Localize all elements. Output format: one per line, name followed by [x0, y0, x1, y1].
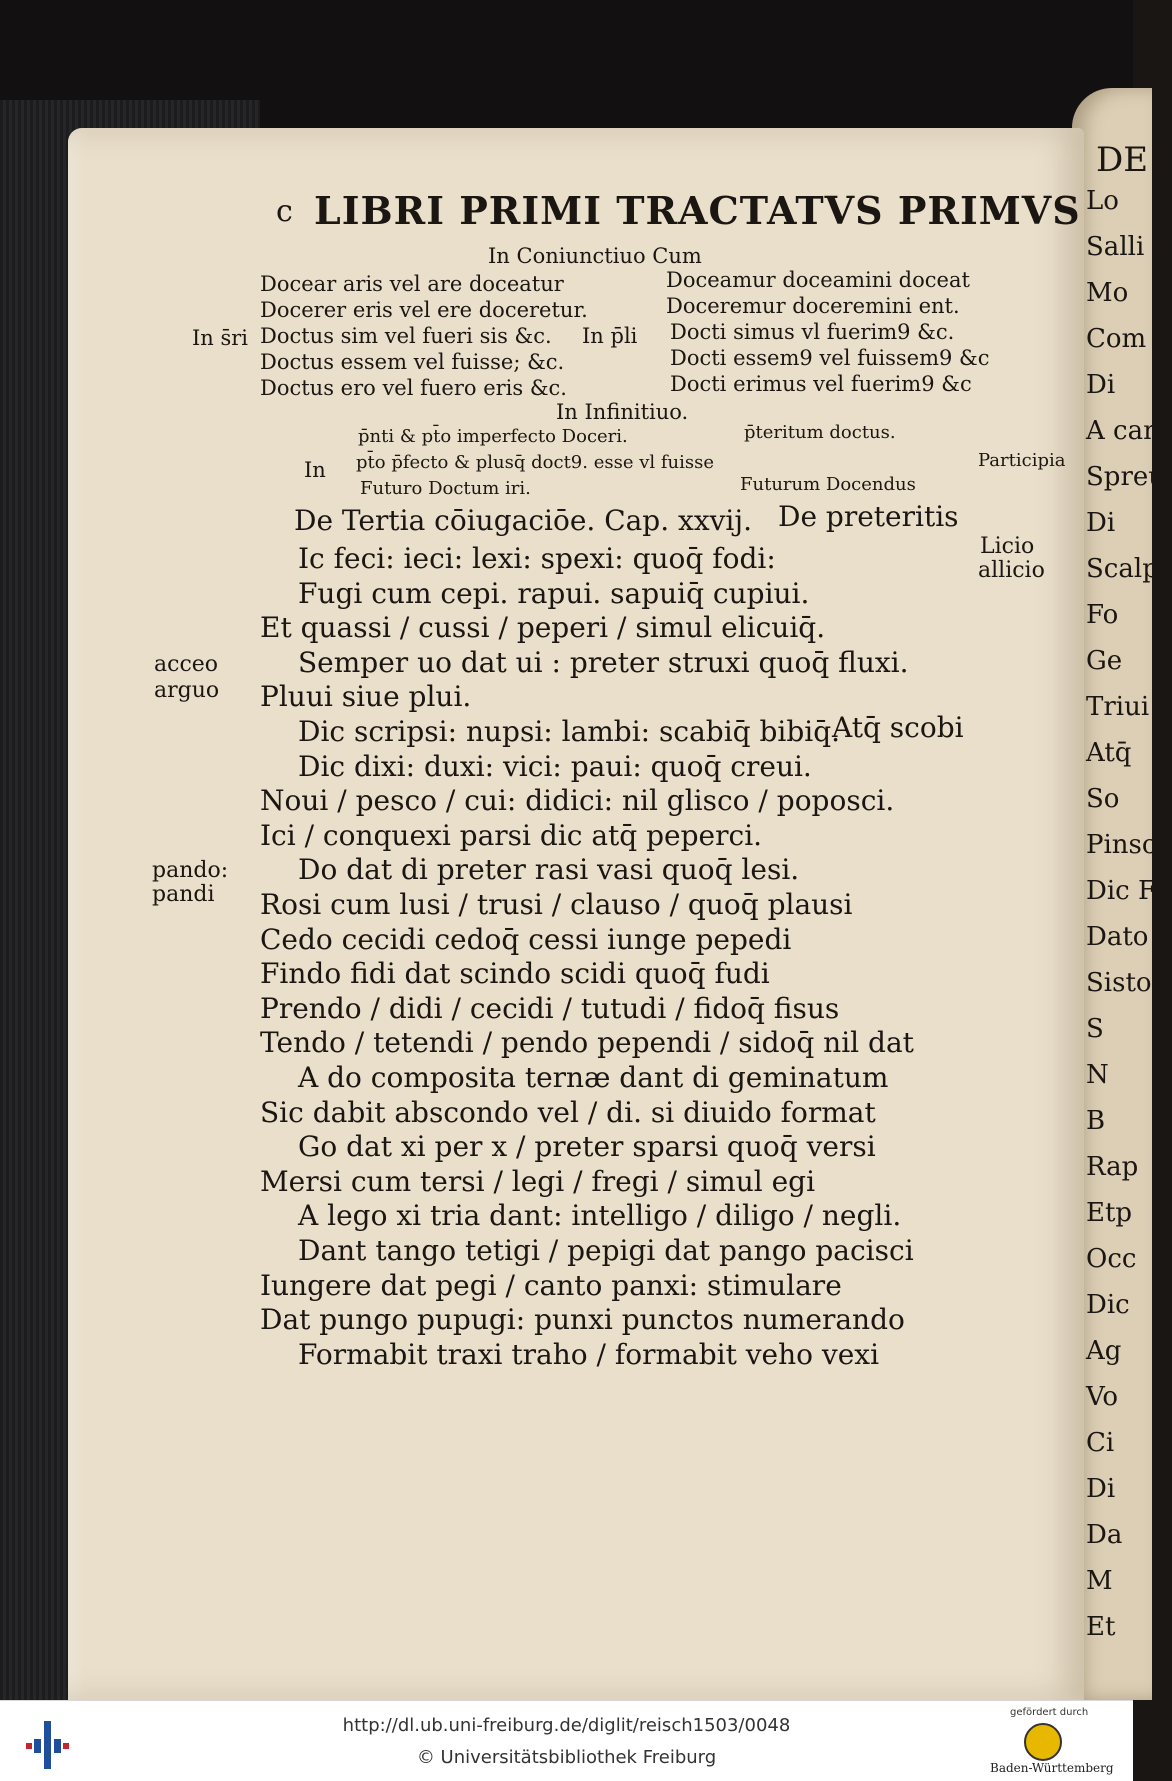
next-page-fragment: Vo: [1086, 1382, 1119, 1412]
infinitive-line-1: pt̄o p̄fecto & plusq̄ doct9. esse vl fuisse: [356, 452, 714, 473]
next-page-fragment: Etp: [1086, 1198, 1133, 1228]
conjunctive-left-2: Doctus sim vel fueri sis &c.: [260, 324, 552, 348]
verse-line: Formabit traxi traho / formabit veho vexi: [298, 1337, 880, 1371]
next-page-fragment: N: [1086, 1060, 1109, 1090]
next-page-fragment: Dic F: [1086, 876, 1157, 906]
chapter-heading-right: De preteritis: [778, 500, 959, 533]
infinitive-heading: In Infinitiuo.: [556, 400, 689, 424]
verse-line: Dic dixi: duxi: vici: paui: quoq̄ creui.: [298, 749, 812, 783]
next-page-fragment: Rap: [1086, 1152, 1139, 1182]
funded-by-text: gefördert durch: [1010, 1707, 1089, 1718]
next-page-fragment: Di: [1086, 1474, 1116, 1504]
next-page-fragment: DE I: [1096, 140, 1172, 180]
next-page-fragment: Di: [1086, 508, 1116, 538]
verse-line: Tendo / tetendi / pendo pependi / sidoq̄ nil dat: [260, 1026, 914, 1060]
next-page-fragment: Di: [1086, 370, 1116, 400]
next-page-fragment: Atq̄: [1086, 738, 1132, 768]
infinitive-line-0: p̄nti & pt̄o imperfecto Doceri.: [358, 426, 628, 447]
chapter-heading: De Tertia cōiugaciōe. Cap. xxvij.: [294, 504, 752, 537]
verse-line: Fugi cum cepi. rapui. sapuiq̄ cupiui.: [298, 576, 810, 610]
verse-line: Pluui siue plui.: [260, 680, 472, 714]
next-page-fragment: Dic: [1086, 1290, 1130, 1320]
next-page-fragment: Pinsc: [1086, 830, 1157, 860]
verse-line: Ic feci: ieci: lexi: spexi: quoq̄ fodi:: [298, 542, 776, 575]
next-page-fragment: Triui: [1086, 692, 1150, 722]
verse-line: A lego xi tria dant: intelligo / diligo / negli.: [298, 1199, 902, 1233]
margin-left-2: pando:: [152, 858, 229, 883]
verse-line: Et quassi / cussi / peperi / simul elicuiq̄.: [260, 611, 826, 645]
next-page-fragment: Ge: [1086, 646, 1123, 676]
next-page-fragment: B: [1086, 1106, 1106, 1136]
conjunctive-left-4: Doctus ero vel fuero eris &c.: [260, 376, 567, 400]
infinitive-right-1: Futurum Docendus: [740, 474, 916, 495]
next-page-fragment: Et: [1086, 1612, 1116, 1642]
verse-line: Ici / conquexi parsi dic atq̄ peperci.: [260, 818, 763, 852]
conjunctive-right-1: Doceremur doceremini ent.: [666, 294, 960, 318]
copyright-text: © Universitätsbibliothek Freiburg: [416, 1747, 717, 1768]
verse-line: Dic scripsi: nupsi: lambi: scabiq̄ bibiq̄.: [298, 715, 841, 748]
verse-line: Cedo cecidi cedoq̄ cessi iunge pepedi: [260, 922, 792, 956]
margin-right-1: allicio: [978, 558, 1045, 583]
next-page-fragment: Dato: [1086, 922, 1149, 952]
baden-wuerttemberg-crest-icon[interactable]: [1024, 1723, 1062, 1761]
viewer-footer: [0, 1700, 1133, 1781]
verse-line: Semper uo dat ui : preter struxi quoq̄ fluxi.: [298, 645, 909, 679]
next-page-edge: [1072, 88, 1172, 1700]
verse-line: Mersi cum tersi / legi / fregi / simul egi: [260, 1164, 816, 1198]
next-page-fragment: Occ: [1086, 1244, 1137, 1274]
next-page-fragment: Mo: [1086, 278, 1129, 308]
next-page-fragment: M: [1086, 1566, 1113, 1596]
conjunctive-left-0: Docear aris vel are doceatur: [260, 272, 564, 296]
margin-left-3: pandi: [152, 882, 215, 907]
next-page-fragment: So: [1086, 784, 1120, 814]
verse-line: Noui / pesco / cui: didici: nil glisco / poposci.: [260, 784, 895, 818]
next-page-fragment: Sisto: [1086, 968, 1152, 998]
conjunctive-left-1: Docerer eris vel ere doceretur.: [260, 298, 588, 322]
verse-line-tail: Atq̄ scobi: [832, 711, 964, 744]
header-mark: c: [276, 194, 293, 229]
verse-line: A do composita ternæ dant di geminatum: [298, 1061, 889, 1094]
next-page-fragment: Da: [1086, 1520, 1123, 1550]
document-url-link[interactable]: http://dl.ub.uni-freiburg.de/diglit/reisch1503/0048: [342, 1715, 791, 1736]
next-page-fragment: Com: [1086, 324, 1147, 354]
infinitive-line-2: Futuro Doctum iri.: [360, 478, 531, 499]
participia-label: Participia: [978, 450, 1066, 471]
conjunctive-right-4: Docti erimus vel fuerim9 &c: [670, 372, 972, 396]
margin-left-1: arguo: [154, 678, 220, 703]
verse-line: Go dat xi per x / preter sparsi quoq̄ versi: [298, 1130, 876, 1164]
verse-line: Sic dabit abscondo vel / di. si diuido format: [260, 1095, 876, 1129]
verse-line: Rosi cum lusi / trusi / clauso / quoq̄ plausi: [260, 888, 853, 921]
next-page-fragment: Scalp: [1086, 554, 1159, 584]
next-page-fragment: Fo: [1086, 600, 1119, 630]
verse-line: Do dat di preter rasi vasi quoq̄ lesi.: [298, 853, 800, 887]
margin-right-0: Licio: [980, 534, 1035, 559]
funder-label: Baden-Württemberg: [990, 1761, 1114, 1775]
next-page-fragment: Lo: [1086, 186, 1119, 216]
verse-line: Prendo / didi / cecidi / tutudi / fidoq̄ fisus: [260, 991, 840, 1025]
verse-line: Iungere dat pegi / canto panxi: stimulare: [260, 1268, 842, 1302]
next-page-fragment: Spreu: [1086, 462, 1166, 492]
infinitive-in-label: In: [304, 458, 326, 482]
conjunctive-left-3: Doctus essem vel fuisse; &c.: [260, 350, 565, 374]
conjunctive-right-0: Doceamur doceamini doceat: [666, 268, 970, 292]
conjunctive-right-2: Docti simus vl fuerim9 &c.: [670, 320, 955, 344]
margin-left-0: acceo: [154, 652, 219, 677]
next-page-fragment: S: [1086, 1014, 1104, 1044]
verse-line: Findo fidi dat scindo scidi quoq̄ fudi: [260, 957, 770, 991]
verse-line: Dat pungo pupugi: punxi punctos numerando: [260, 1303, 905, 1337]
next-page-fragment: A can: [1086, 416, 1160, 446]
page-header-title: LIBRI PRIMI TRACTATVS PRIMVS: [314, 188, 1081, 233]
next-page-fragment: Ci: [1086, 1428, 1115, 1458]
infinitive-right-0: p̄teritum doctus.: [744, 422, 896, 443]
conjunctive-heading: In Coniunctiuo Cum: [488, 244, 702, 268]
conjunctive-left-marker: In s̄ri: [192, 326, 249, 350]
next-page-fragment: Salli c: [1086, 232, 1168, 262]
conjunctive-mid-marker: In p̄li: [582, 324, 638, 348]
verse-line: Dant tango tetigi / pepigi dat pango pacisci: [298, 1234, 914, 1267]
book-page: [68, 128, 1084, 1700]
next-page-fragment: Ag: [1086, 1336, 1122, 1366]
conjunctive-right-3: Docti essem9 vel fuissem9 &c: [670, 346, 990, 370]
